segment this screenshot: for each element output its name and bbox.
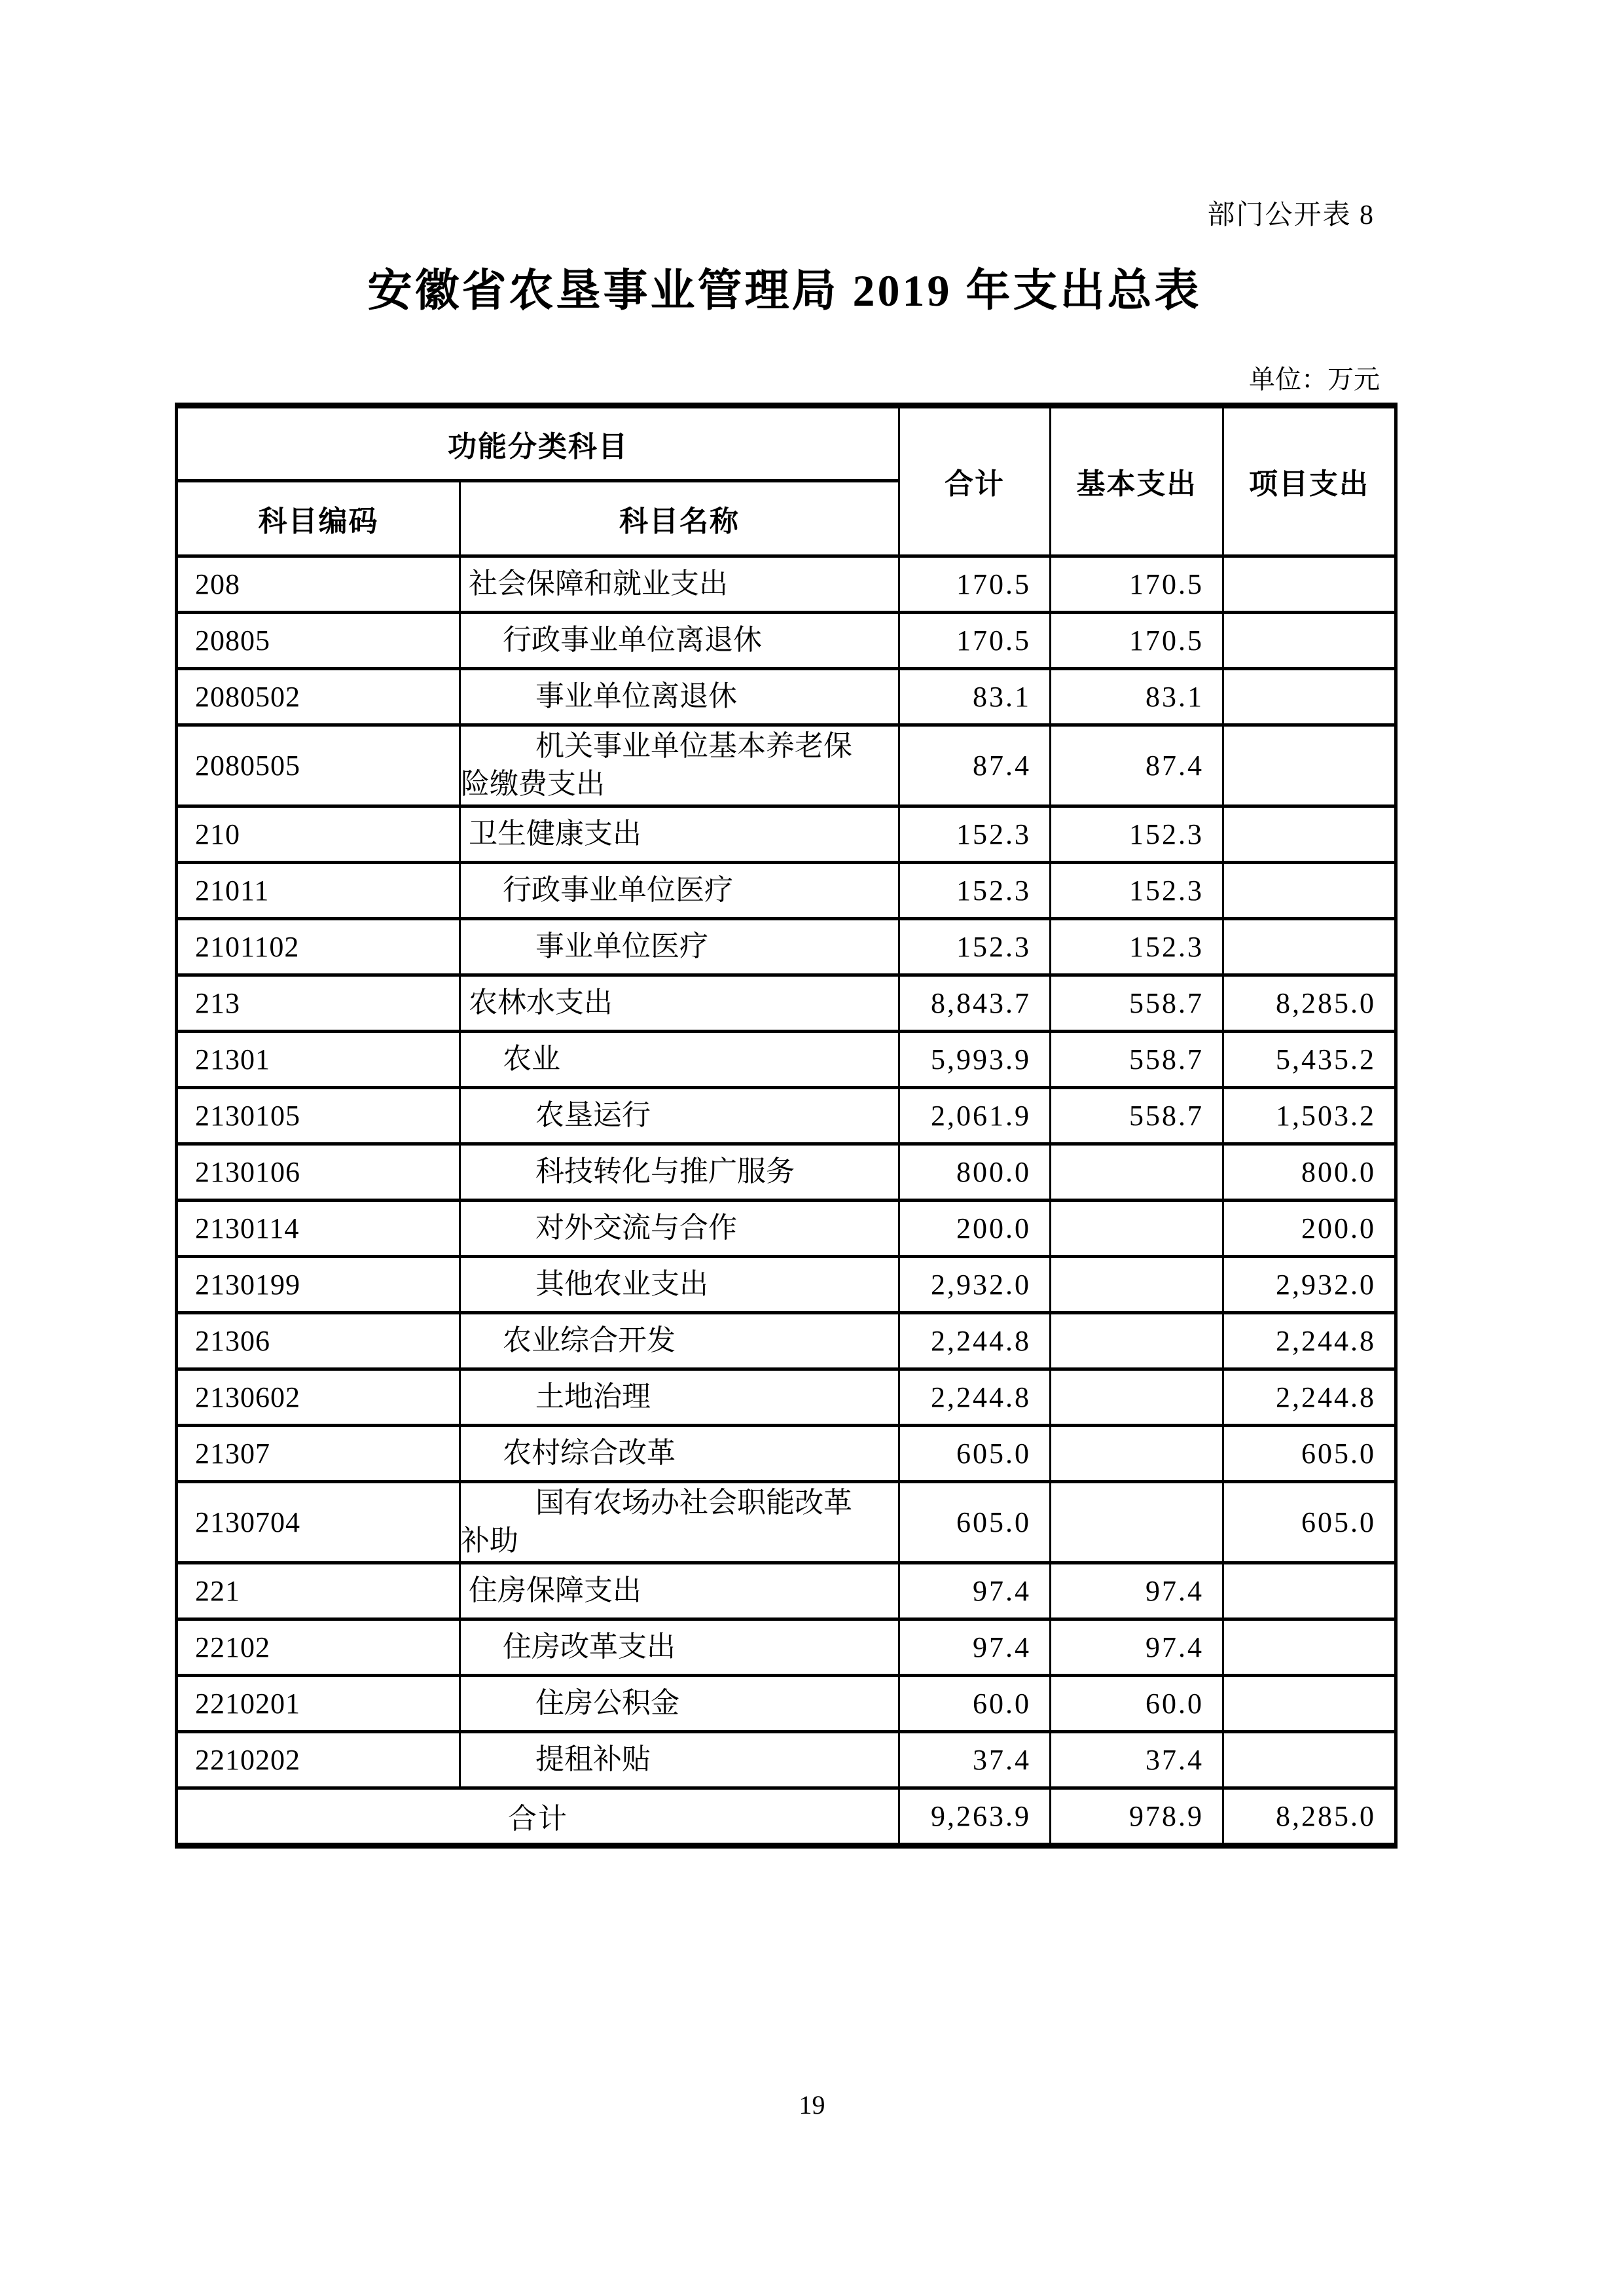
basic-expenditure-cell: 152.3 [1051,806,1223,862]
subject-code-cell: 2130602 [177,1369,460,1425]
total-row [177,1788,1396,1845]
project-expenditure-cell [1223,1619,1396,1675]
subject-name-cell: 行政事业单位医疗 [460,862,899,918]
total-cell: 97.4 [899,1563,1051,1619]
subject-name-cell: 农业 [460,1031,899,1087]
subject-code-cell: 210 [177,806,460,862]
project-expenditure-cell [1223,806,1396,862]
basic-expenditure-cell: 83.1 [1051,668,1223,725]
basic-expenditure-cell [1051,1200,1223,1256]
subject-name-cell: 卫生健康支出 [460,806,899,862]
table-row [177,612,1396,668]
project-expenditure-cell [1223,612,1396,668]
subject-code-cell: 21011 [177,862,460,918]
table-footer [177,1788,1396,1845]
table-row [177,1563,1396,1619]
subject-name-cell: 农业综合开发 [460,1312,899,1369]
basic-expenditure-cell [1051,1144,1223,1200]
subject-code-cell: 2210202 [177,1731,460,1788]
total-cell: 152.3 [899,806,1051,862]
subject-code-cell: 21307 [177,1425,460,1481]
table-header [177,405,1396,556]
total-cell: 2,932.0 [899,1256,1051,1312]
subject-name-cell: 农垦运行 [460,1087,899,1144]
project-expenditure-cell: 2,932.0 [1223,1256,1396,1312]
table-row [177,918,1396,975]
project-expenditure-cell [1223,556,1396,612]
basic-expenditure-cell [1051,1425,1223,1481]
subject-name-cell: 其他农业支出 [460,1256,899,1312]
header-total: 合计 [899,405,1051,556]
header-subject-code: 科目编码 [177,480,460,556]
subject-name-cell: 社会保障和就业支出 [460,556,899,612]
header-subject-name: 科目名称 [460,480,899,556]
total-cell: 83.1 [899,668,1051,725]
total-cell: 87.4 [899,725,1051,806]
total-cell: 152.3 [899,918,1051,975]
basic-expenditure-cell: 170.5 [1051,612,1223,668]
project-expenditure-cell [1223,725,1396,806]
total-cell: 152.3 [899,862,1051,918]
total-cell: 800.0 [899,1144,1051,1200]
table-row [177,975,1396,1031]
basic-expenditure-cell: 97.4 [1051,1563,1223,1619]
basic-expenditure-cell [1051,1312,1223,1369]
total-cell: 8,843.7 [899,975,1051,1031]
subject-code-cell: 2101102 [177,918,460,975]
table-row [177,1481,1396,1563]
table-row [177,1031,1396,1087]
basic-expenditure-cell: 558.7 [1051,1031,1223,1087]
table-row [177,1369,1396,1425]
project-expenditure-cell [1223,668,1396,725]
table-row [177,1200,1396,1256]
table-row [177,725,1396,806]
doc-public-table-label: 部门公开表 8 [1207,200,1375,230]
project-expenditure-cell [1223,918,1396,975]
subject-code-cell: 2130704 [177,1481,460,1563]
subject-code-cell: 2080505 [177,725,460,806]
table-row [177,1256,1396,1312]
basic-expenditure-cell: 152.3 [1051,918,1223,975]
header-row-1 [177,405,1396,480]
project-expenditure-cell: 200.0 [1223,1200,1396,1256]
project-expenditure-cell: 2,244.8 [1223,1369,1396,1425]
header-project-expenditure: 项目支出 [1223,405,1396,556]
subject-code-cell: 2130199 [177,1256,460,1312]
table-row [177,1619,1396,1675]
subject-name-cell: 住房改革支出 [460,1619,899,1675]
subject-code-cell: 2080502 [177,668,460,725]
project-expenditure-cell [1223,1563,1396,1619]
project-expenditure-cell [1223,1731,1396,1788]
project-expenditure-cell: 800.0 [1223,1144,1396,1200]
basic-expenditure-cell: 558.7 [1051,1087,1223,1144]
unit-label: 单位：万元 [1249,364,1380,394]
project-expenditure-cell [1223,862,1396,918]
basic-expenditure-cell: 60.0 [1051,1675,1223,1731]
subject-name-cell: 国有农场办社会职能改革补助 [460,1481,899,1563]
total-cell: 605.0 [899,1481,1051,1563]
total-cell: 60.0 [899,1675,1051,1731]
subject-code-cell: 22102 [177,1619,460,1675]
project-expenditure-cell [1223,1675,1396,1731]
subject-code-cell: 21301 [177,1031,460,1087]
table-row [177,1312,1396,1369]
basic-expenditure-cell: 152.3 [1051,862,1223,918]
total-cell: 605.0 [899,1425,1051,1481]
subject-name-cell: 事业单位医疗 [460,918,899,975]
basic-expenditure-cell [1051,1481,1223,1563]
subject-code-cell: 2130105 [177,1087,460,1144]
table-row [177,1425,1396,1481]
subject-name-cell: 提租补贴 [460,1731,899,1788]
subject-code-cell: 2130114 [177,1200,460,1256]
table-row [177,1087,1396,1144]
subject-name-cell: 对外交流与合作 [460,1200,899,1256]
total-cell: 97.4 [899,1619,1051,1675]
total-cell: 2,061.9 [899,1087,1051,1144]
expenditure-summary-table [175,403,1398,1849]
total-cell: 2,244.8 [899,1369,1051,1425]
project-expenditure-cell: 5,435.2 [1223,1031,1396,1087]
table-row [177,668,1396,725]
table-row [177,862,1396,918]
basic-expenditure-cell: 87.4 [1051,725,1223,806]
project-expenditure-cell: 8,285.0 [1223,975,1396,1031]
subject-code-cell: 213 [177,975,460,1031]
subject-code-cell: 20805 [177,612,460,668]
subject-code-cell: 208 [177,556,460,612]
table-row [177,1675,1396,1731]
basic-expenditure-cell: 37.4 [1051,1731,1223,1788]
content-area [175,0,1394,1849]
total-cell: 200.0 [899,1200,1051,1256]
table-row [177,1731,1396,1788]
total-row-basic: 978.9 [1051,1788,1223,1845]
table-row [177,806,1396,862]
page-title: 安徽省农垦事业管理局 2019 年支出总表 [367,266,1202,316]
table-body [177,556,1396,1788]
table-row [177,1144,1396,1200]
page-number: 19 [799,2090,825,2120]
subject-name-cell: 土地治理 [460,1369,899,1425]
subject-code-cell: 2130106 [177,1144,460,1200]
total-row-project: 8,285.0 [1223,1788,1396,1845]
subject-code-cell: 21306 [177,1312,460,1369]
total-cell: 170.5 [899,612,1051,668]
subject-code-cell: 221 [177,1563,460,1619]
subject-name-cell: 机关事业单位基本养老保险缴费支出 [460,725,899,806]
subject-name-cell: 行政事业单位离退休 [460,612,899,668]
basic-expenditure-cell: 558.7 [1051,975,1223,1031]
total-cell: 37.4 [899,1731,1051,1788]
total-row-label: 合计 [177,1788,899,1845]
basic-expenditure-cell [1051,1256,1223,1312]
header-functional-classification: 功能分类科目 [177,405,899,480]
subject-name-cell: 住房保障支出 [460,1563,899,1619]
subject-name-cell: 农林水支出 [460,975,899,1031]
total-cell: 2,244.8 [899,1312,1051,1369]
total-cell: 170.5 [899,556,1051,612]
project-expenditure-cell: 605.0 [1223,1481,1396,1563]
project-expenditure-cell: 1,503.2 [1223,1087,1396,1144]
header-basic-expenditure: 基本支出 [1051,405,1223,556]
subject-name-cell: 住房公积金 [460,1675,899,1731]
basic-expenditure-cell: 170.5 [1051,556,1223,612]
subject-name-cell: 事业单位离退休 [460,668,899,725]
subject-name-cell: 农村综合改革 [460,1425,899,1481]
basic-expenditure-cell [1051,1369,1223,1425]
subject-code-cell: 2210201 [177,1675,460,1731]
project-expenditure-cell: 2,244.8 [1223,1312,1396,1369]
project-expenditure-cell: 605.0 [1223,1425,1396,1481]
subject-name-cell: 科技转化与推广服务 [460,1144,899,1200]
basic-expenditure-cell: 97.4 [1051,1619,1223,1675]
total-row-total: 9,263.9 [899,1788,1051,1845]
table-row [177,556,1396,612]
total-cell: 5,993.9 [899,1031,1051,1087]
